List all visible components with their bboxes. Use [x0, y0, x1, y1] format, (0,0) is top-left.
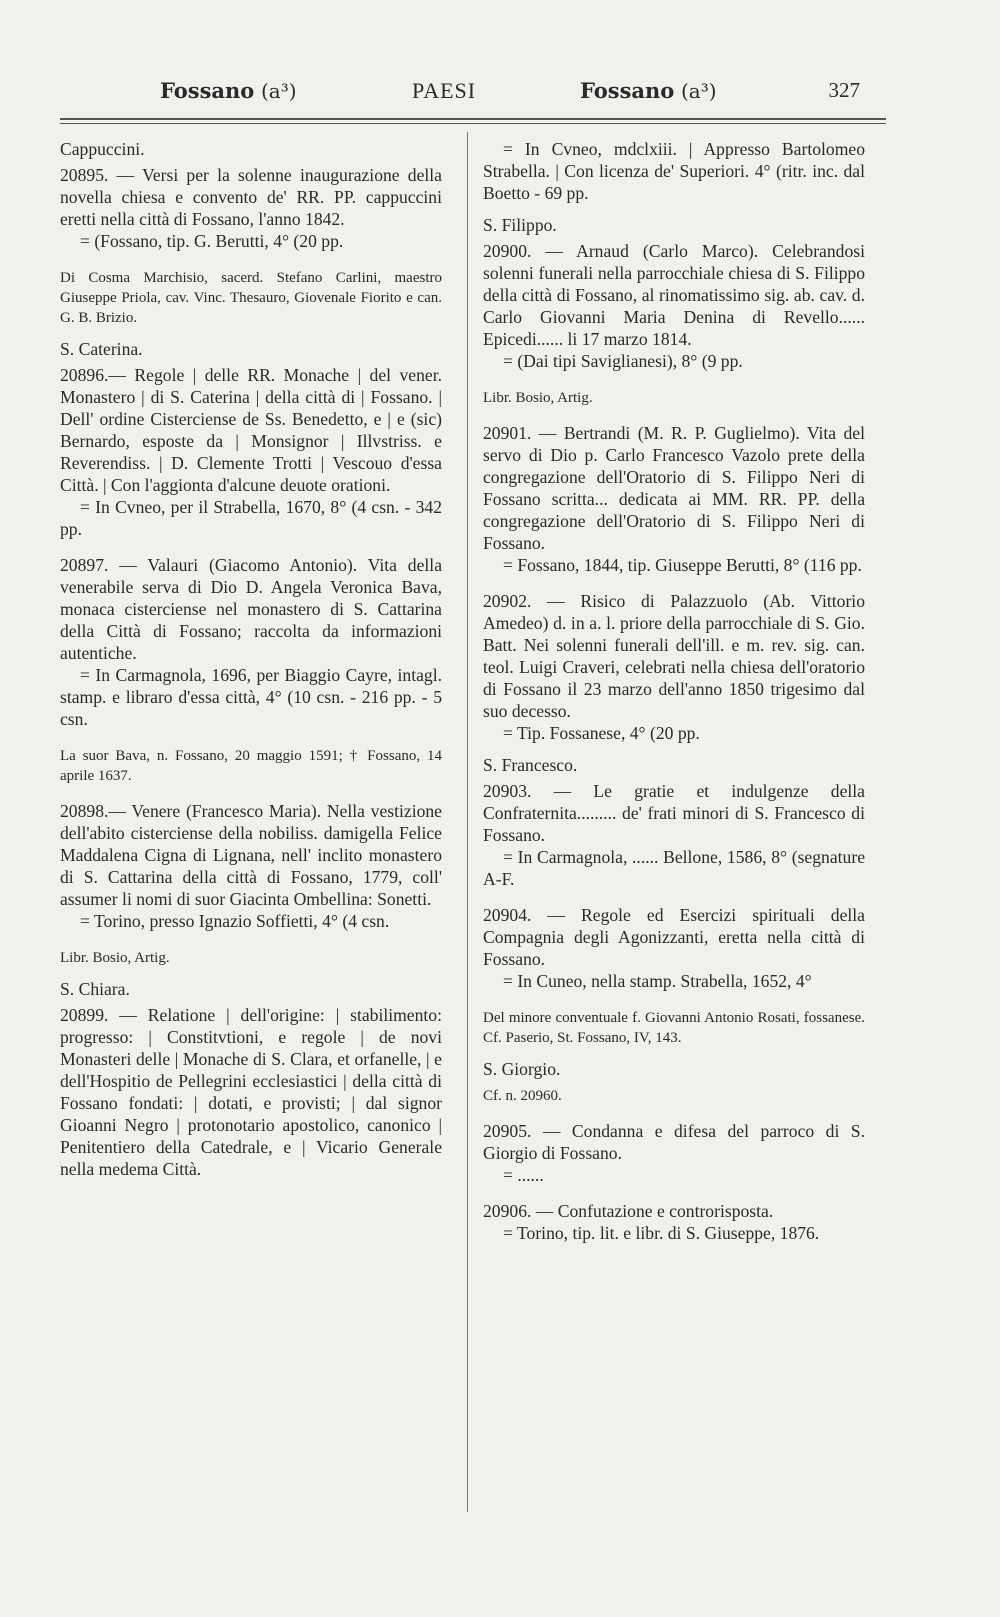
paragraph-gap: [60, 328, 442, 338]
header-center: PAESI: [412, 78, 477, 103]
right-column-sub: = Tip. Fossanese, 4° (20 pp.: [503, 723, 700, 743]
paragraph-gap: [60, 786, 442, 796]
header-left-title: Fossano: [160, 78, 255, 103]
header-right: [580, 78, 717, 103]
header-right-title: Fossano: [580, 78, 675, 103]
paragraph-gap: [483, 372, 865, 382]
paragraph-gap: [483, 408, 865, 418]
left-column-entry: 20899. — Relatione | dell'origine: | stabilimento: progresso: | Constitvtioni, e regole | de novi Monasteri delle | Monache di S. Clara, et orfanelle, | e dell'Hospitio de Pellegrini ecclesiastici | della città di Fossano fondati: | dotati, e provisti; | dal signor Gioanni Negro | protonotario apostolico, canonico | Penitentiero della Catedrale, e | Vicario Generale nella medema Città.: [60, 1005, 442, 1179]
page-number: 327: [828, 78, 860, 102]
left-column-section: S. Caterina.: [60, 339, 143, 359]
right-column-sub: = Fossano, 1844, tip. Giuseppe Berutti, 8° (116 pp.: [503, 555, 862, 575]
right-column-note: Del minore conventuale f. Giovanni Antonio Rosati, fossanese. Cf. Paserio, St. Fossano, IV, 143.: [483, 1010, 865, 1046]
left-column-sub: = (Fossano, tip. G. Berutti, 4° (20 pp.: [80, 231, 344, 251]
paragraph-gap: [60, 730, 442, 740]
paragraph-gap: [60, 540, 442, 550]
paragraph-gap: [60, 252, 442, 262]
left-column-entry: 20895. — Versi per la solenne inaugurazione della novella chiesa e convento de' RR. PP. cappuccini eretti nella città di Fossano, l'anno 1842.: [60, 165, 442, 229]
right-column-sub: = Torino, tip. lit. e libr. di S. Giuseppe, 1876.: [503, 1223, 820, 1243]
right-column-entry: 20906. — Confutazione e controrisposta.: [483, 1201, 774, 1221]
paragraph-gap: [483, 576, 865, 586]
right-column-sub: = (Dai tipi Saviglianesi), 8° (9 pp.: [503, 351, 743, 371]
header-rule-bottom: [60, 123, 886, 124]
paragraph-gap: [483, 890, 865, 900]
right-column: [483, 138, 865, 1254]
header-left: [160, 78, 297, 103]
left-column-note: La suor Bava, n. Fossano, 20 maggio 1591; † Fossano, 14 aprile 1637.: [60, 748, 442, 784]
header-right-sup: (a³): [680, 79, 717, 103]
paragraph-gap: [60, 968, 442, 978]
paragraph-gap: [483, 992, 865, 1002]
header-rule-top: [60, 118, 886, 120]
right-column-entry: 20904. — Regole ed Esercizi spirituali della Compagnia degli Agonizzanti, eretta nella città di Fossano.: [483, 905, 865, 969]
left-column-entry: 20896.— Regole | delle RR. Monache | del vener. Monastero | di S. Caterina | della città di | Fossano. | Dell' ordine Cisterciense de Ss. Benedetto, e | e (sic) Bernardo, esposte da | Monsignor | Illvstriss. e Reverendiss. | D. Clemente Trotti | Vescouo d'essa Città. | Con l'aggionta d'alcune deuote orationi.: [60, 365, 442, 495]
paragraph-gap: [483, 1048, 865, 1058]
left-column-sub: = Torino, presso Ignazio Soffietti, 4° (4 csn.: [80, 911, 390, 931]
paragraph-gap: [483, 1244, 865, 1254]
right-column-sub: = ......: [503, 1165, 544, 1185]
left-column-note: Libr. Bosio, Artig.: [60, 950, 170, 966]
left-column-entry: 20898.— Venere (Francesco Maria). Nella vestizione dell'abito cisterciense della nobiliss. damigella Felice Maddalena Cigna di Lignana, nell' inclito monastero di S. Cattarina della città di Fossano, 1779, coll' assumer li nomi di suor Giacinta Ombellina: Sonetti.: [60, 801, 442, 909]
paragraph-gap: [483, 1186, 865, 1196]
paragraph-gap: [483, 1106, 865, 1116]
header-left-sup: (a³): [260, 79, 297, 103]
right-column-section: S. Giorgio.: [483, 1059, 561, 1079]
right-column-section: S. Francesco.: [483, 755, 578, 775]
left-column: [60, 138, 442, 1180]
paragraph-gap: [483, 744, 865, 754]
left-column-sub: = In Carmagnola, 1696, per Biaggio Cayre, intagl. stamp. e libraro d'essa città, 4° (10 csn. - 216 pp. - 5 csn.: [60, 665, 442, 729]
right-column-entry: 20901. — Bertrandi (M. R. P. Guglielmo). Vita del servo di Dio p. Carlo Francesco Vazolo prete della congregazione dell'Oratorio di S. Filippo Neri di Fossano scritta... dedicata ai MM. RR. PP. della congregazione dell'Oratorio di S. Filippo Neri di Fossano.: [483, 423, 865, 553]
running-header: [160, 78, 860, 114]
right-column-entry: 20905. — Condanna e difesa del parroco di S. Giorgio di Fossano.: [483, 1121, 865, 1163]
right-column-note: Libr. Bosio, Artig.: [483, 390, 593, 406]
right-column-entry: 20900. — Arnaud (Carlo Marco). Celebrandosi solenni funerali nella parrocchiale chiesa di S. Filippo della città di Fossano, al rinomatissimo sig. ab. cav. d. Carlo Giovanni Maria Denina di Revello...... Epicedi...... li 17 marzo 1814.: [483, 241, 865, 349]
right-column-sub: = In Carmagnola, ...... Bellone, 1586, 8° (segnature A-F.: [483, 847, 865, 889]
right-column-note: Cf. n. 20960.: [483, 1088, 562, 1104]
left-column-note: Di Cosma Marchisio, sacerd. Stefano Carlini, maestro Giuseppe Priola, cav. Vinc. Thesauro, Giovenale Fiorito e can. G. B. Brizio.: [60, 270, 442, 326]
left-column-entry: 20897. — Valauri (Giacomo Antonio). Vita della venerabile serva di Dio D. Angela Veronica Bava, monaca cisterciense nel monastero di S. Cattarina della Città di Fossano; raccolta da informazioni autentiche.: [60, 555, 442, 663]
column-divider: [467, 132, 468, 1512]
right-column-sub: = In Cvneo, mdclxiii. | Appresso Bartolomeo Strabella. | Con licenza de' Superiori. 4° (ritr. inc. dal Boetto - 69 pp.: [483, 139, 865, 203]
right-column-sub: = In Cuneo, nella stamp. Strabella, 1652, 4°: [503, 971, 812, 991]
left-column-section: Cappuccini.: [60, 139, 145, 159]
right-column-section: S. Filippo.: [483, 215, 557, 235]
paragraph-gap: [60, 932, 442, 942]
paragraph-gap: [483, 204, 865, 214]
right-column-entry: 20902. — Risico di Palazzuolo (Ab. Vittorio Amedeo) d. in a. l. priore della parrocchiale di S. Gio. Batt. Nei solenni funerali dell'ill. e m. rev. sig. can. teol. Luigi Craveri, celebrati nella chiesa dell'oratorio di Fossano il 23 marzo dell'anno 1850 trigesimo dal suo decesso.: [483, 591, 865, 721]
left-column-section: S. Chiara.: [60, 979, 130, 999]
right-column-entry: 20903. — Le gratie et indulgenze della Confraternita......... de' frati minori di S. Francesco di Fossano.: [483, 781, 865, 845]
left-column-sub: = In Cvneo, per il Strabella, 1670, 8° (4 csn. - 342 pp.: [60, 497, 442, 539]
